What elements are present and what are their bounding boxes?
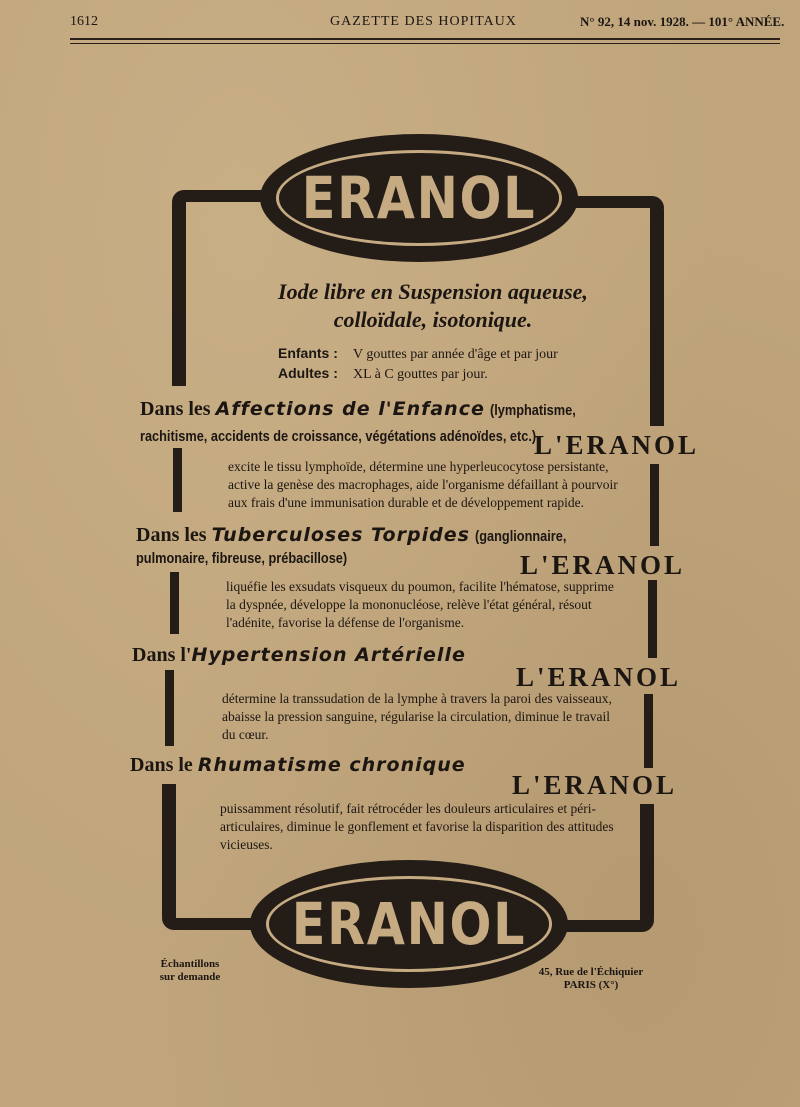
header-rule-bottom [70,43,780,44]
section-1-brand: L'ERANOL [534,430,700,460]
section-prefix: Dans l' [132,644,192,666]
samples-note [150,958,230,984]
section-title: Hypertension Artérielle [191,644,466,666]
section-note: rachitisme, accidents de croissance, végétations adénoïdes, etc.) [140,428,537,445]
section-4-brand: L'ERANOL [512,770,678,800]
frame-top-left-post [172,190,186,386]
journal-title: GAZETTE DES HOPITAUX [330,14,517,29]
frame-bottom-right-post [640,804,654,932]
samples-line: Échantillons [160,958,220,970]
body-line: abaisse la pression sanguine, régularise la circulation, diminue le travail [222,709,610,724]
dosage-children-value: V gouttes par année d'âge et par jour [352,347,558,362]
address [526,966,656,992]
section-note: pulmonaire, fibreuse, prébacillose) [136,550,348,567]
section-prefix: Dans les [140,398,211,420]
tagline-line2: colloïdale, isotonique. [333,307,533,332]
body-line: la dyspnée, développe la mononucléose, relève l'état général, résout [226,597,592,612]
body-line: détermine la transsudation de la lymphe à travers la paroi des vaisseaux, [222,691,612,706]
body-line: puissamment résolutif, fait rétrocéder les douleurs articulaires et péri- [220,801,596,816]
section-3-right-bar [644,694,653,768]
section-1-left-bar [173,448,182,512]
section-prefix: Dans les [136,524,207,546]
section-2-heading [136,524,583,547]
section-2-note-line [136,548,384,567]
section-title: Rhumatisme chronique [197,754,466,776]
issue-info: N° 92, 14 nov. 1928. — 101° ANNÉE. [580,14,785,29]
body-line: articulaires, diminue le gonflement et favorise la disparition des attitudes [220,819,614,834]
section-1-body [228,458,623,512]
body-line: excite le tissu lymphoïde, détermine une hyperleucocytose persistante, [228,459,609,474]
page-number: 1612 [70,14,98,29]
logo-text: ERANOL [291,890,527,958]
frame-bottom-left-post [162,784,176,930]
samples-line: sur demande [159,971,221,983]
section-2-brand: L'ERANOL [520,550,686,580]
dosage-block [278,343,558,383]
body-line: liquéfie les exsudats visqueux du poumon, facilite l'hématose, supprime [226,579,614,594]
frame-top-right-post [650,196,664,426]
section-4-heading [130,754,466,777]
section-title: Tuberculoses Torpides [211,524,470,546]
section-3-body [222,690,622,744]
section-1-heading [140,398,591,421]
section-note: (ganglionnaire, [474,528,567,545]
address-line: 45, Rue de l'Échiquier [538,966,644,978]
frame-bottom-left-arm [162,918,262,930]
section-note: (lymphatisme, [489,402,576,419]
body-line: vicieuses. [220,837,273,852]
logo-text: ERANOL [301,164,537,232]
section-2-right-bar [648,580,657,658]
section-3-left-bar [165,670,174,746]
address-line: PARIS (X°) [563,979,619,991]
dosage-children-label: Enfants : [278,345,338,361]
eranol-logo-top [260,134,578,262]
section-1-right-bar [650,464,659,546]
dosage-adults-label: Adultes : [278,365,338,381]
body-line: du cœur. [222,727,269,742]
body-line: l'adénite, favorise la défense de l'organisme. [226,615,465,630]
tagline [268,278,598,334]
section-prefix: Dans le [130,754,193,776]
body-line: active la genèse des macrophages, aide l'organisme défaillant à pourvoir [228,477,618,492]
section-3-brand: L'ERANOL [516,662,682,692]
section-4-body [220,800,630,854]
frame-bottom-right-arm [560,920,654,932]
eranol-logo-bottom [250,860,568,988]
section-title: Affections de l'Enfance [215,398,485,420]
body-line: aux frais d'une immunisation durable et de développement rapide. [228,495,584,510]
tagline-line1: Iode libre en Suspension aqueuse, [278,279,588,304]
dosage-adults-value: XL à C gouttes par jour. [352,367,488,382]
section-2-left-bar [170,572,179,634]
section-3-heading [132,644,466,667]
header-rule-top [70,38,780,40]
section-2-body [226,578,621,632]
